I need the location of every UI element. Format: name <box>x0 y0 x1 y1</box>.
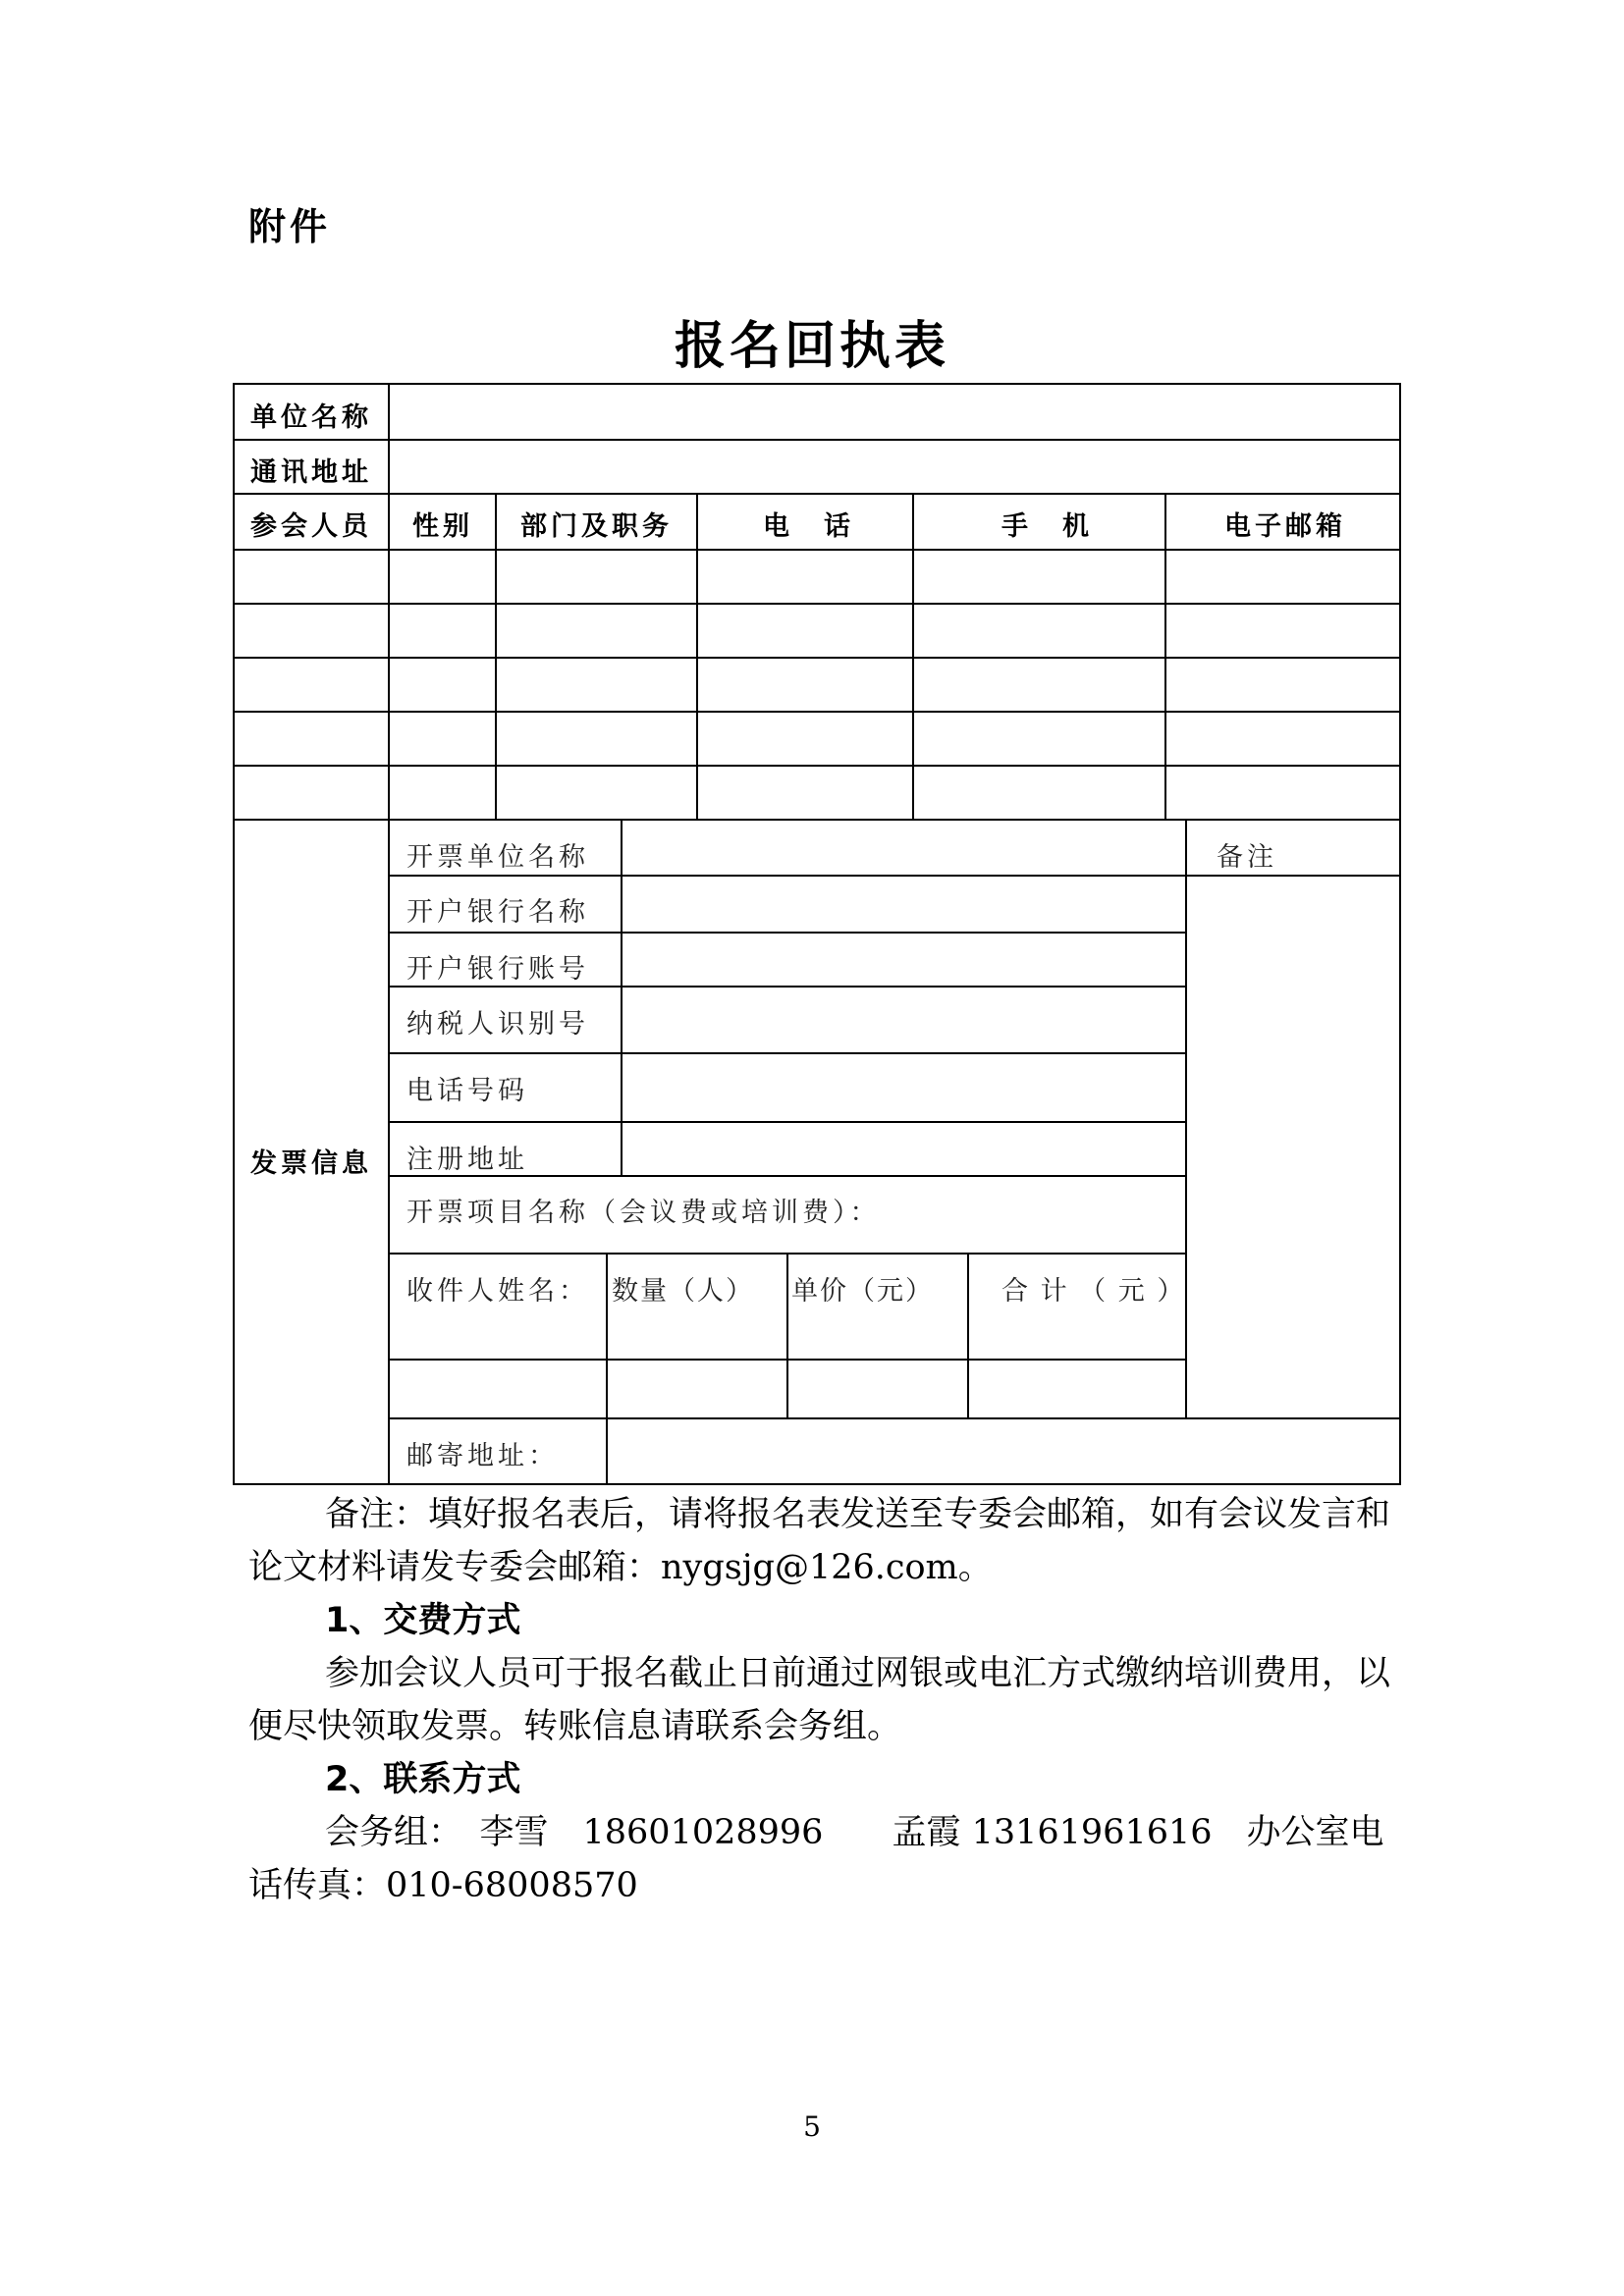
unit-name-label: 单位名称 <box>250 402 372 433</box>
invoice-field-taxpayer-id: 纳税人识别号 <box>406 1009 589 1040</box>
quantity-label: 数量（人） <box>612 1276 754 1307</box>
invoice-field-bank-account: 开户银行账号 <box>406 954 589 985</box>
page-number: 5 <box>803 2110 821 2143</box>
attachment-label: 附件 <box>248 205 332 248</box>
column-header-email: 电子邮箱 <box>1224 511 1346 542</box>
notes <box>248 1488 1407 1912</box>
column-header-attendee: 参会人员 <box>250 511 372 542</box>
recipient-name-label: 收件人姓名： <box>406 1276 589 1307</box>
contact-heading: 2、联系方式 <box>325 1760 521 1799</box>
payment-text: 参加会议人员可于报名截止日前通过网银或电汇方式缴纳培训费用，以便尽快领取发票。转账信息请联系会务组。 <box>248 1654 1391 1746</box>
page-title: 报名回执表 <box>674 317 949 376</box>
remarks-label: 备注 <box>1217 842 1277 873</box>
invoice-field-bank-name: 开户银行名称 <box>406 897 589 928</box>
address-label: 通讯地址 <box>250 457 372 488</box>
column-header-mobile: 手 机 <box>1001 511 1093 542</box>
invoice-item-name-label: 开票项目名称（会议费或培训费）： <box>406 1198 881 1228</box>
invoice-field-unit-name: 开票单位名称 <box>406 842 589 873</box>
column-header-phone: 电 话 <box>763 511 854 542</box>
contact-text: 会务组： 李雪 18601028996 孟霞 13161961616 办公室电话传真：010-68008570 <box>248 1813 1384 1905</box>
form-grid <box>233 383 1401 1485</box>
mail-address-label: 邮寄地址： <box>406 1441 559 1471</box>
column-header-gender: 性别 <box>412 511 473 542</box>
total-label: 合 计 （ 元 ） <box>1001 1276 1186 1307</box>
payment-heading: 1、交费方式 <box>325 1601 521 1640</box>
invoice-section-label: 发票信息 <box>250 1148 372 1179</box>
invoice-field-registered-address: 注册地址 <box>406 1145 528 1175</box>
unit-price-label: 单价（元） <box>791 1276 934 1307</box>
registration-form <box>233 383 1401 1485</box>
column-header-department: 部门及职务 <box>520 511 673 542</box>
remark-text: 备注：填好报名表后，请将报名表发送至专委会邮箱，如有会议发言和论文材料请发专委会邮箱：nygsjg@126.com。 <box>248 1495 1391 1587</box>
invoice-field-phone: 电话号码 <box>406 1076 528 1106</box>
